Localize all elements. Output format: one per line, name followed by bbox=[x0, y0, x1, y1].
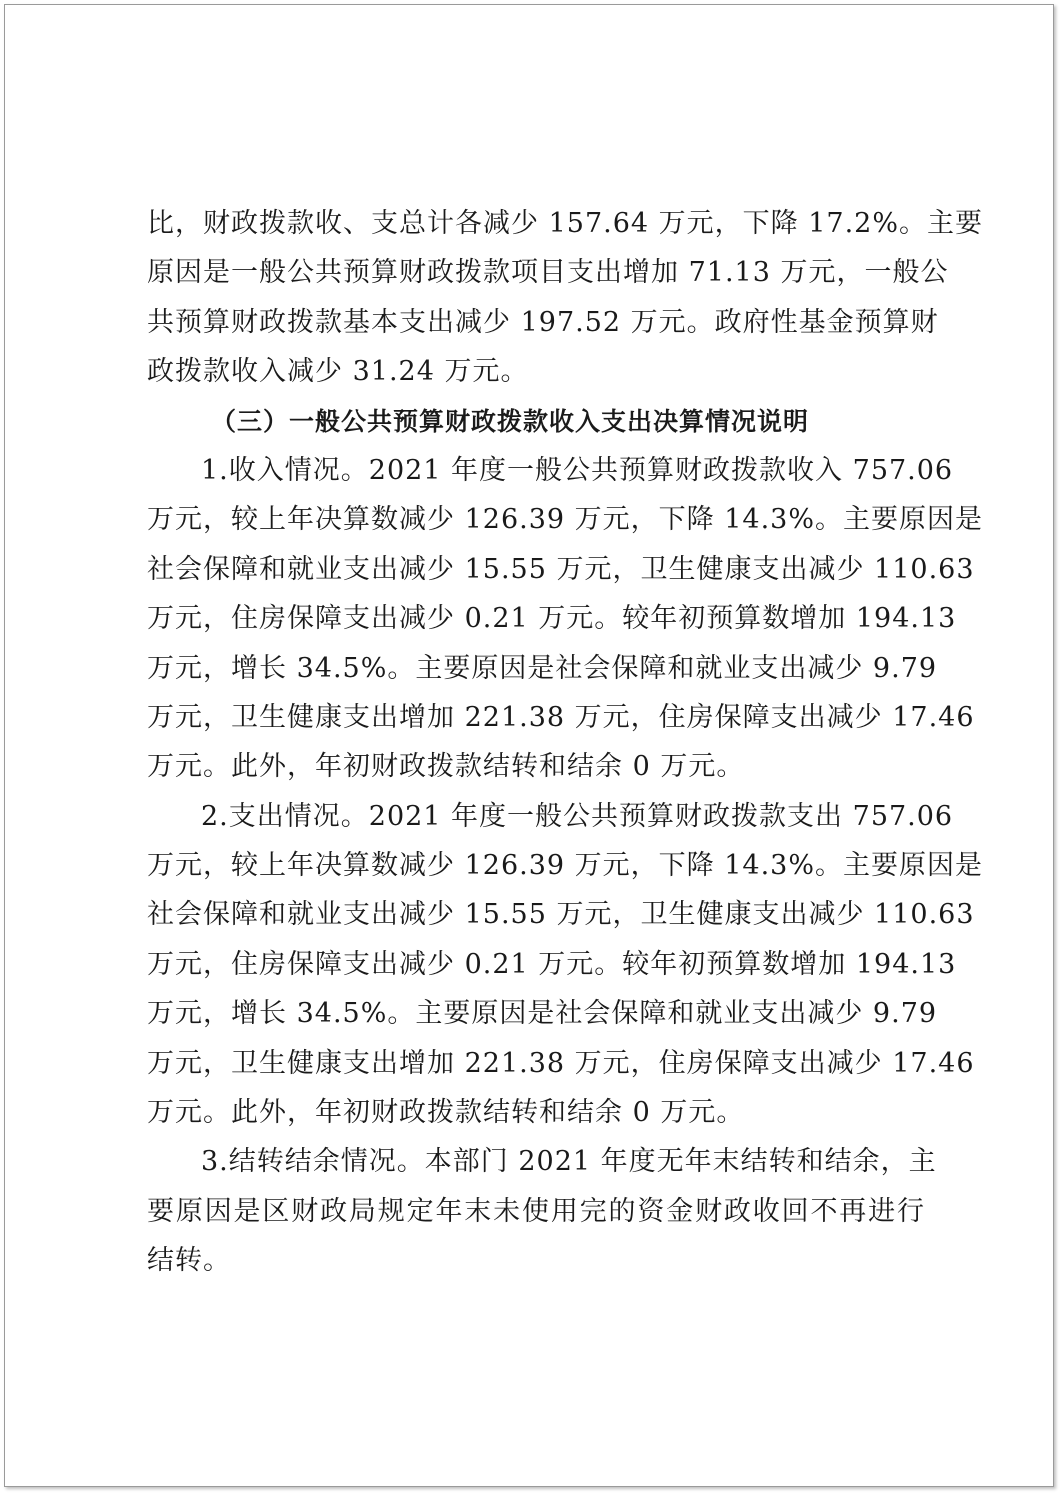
text-line: 1.收入情况。2021 年度一般公共预算财政拨款收入 757.06 bbox=[201, 454, 954, 486]
text-line: 2.支出情况。2021 年度一般公共预算财政拨款支出 757.06 bbox=[201, 800, 954, 832]
text-line: 原因是一般公共预算财政拨款项目支出增加 71.13 万元，一般公 bbox=[147, 257, 949, 289]
intro-paragraph bbox=[147, 199, 983, 397]
text-line: 结转。 bbox=[147, 1245, 231, 1277]
text-line: 共预算财政拨款基本支出减少 197.52 万元。政府性基金预算财 bbox=[147, 306, 939, 338]
document-body bbox=[147, 199, 983, 1286]
text-line: 社会保障和就业支出减少 15.55 万元，卫生健康支出减少 110.63 bbox=[147, 899, 975, 931]
text-line: 比，财政拨款收、支总计各减少 157.64 万元，下降 17.2%。主要 bbox=[147, 208, 983, 239]
income-paragraph bbox=[147, 446, 983, 792]
text-line: 万元，增长 34.5%。主要原因是社会保障和就业支出减少 9.79 bbox=[147, 998, 938, 1030]
text-line: 万元，卫生健康支出增加 221.38 万元，住房保障支出减少 17.46 bbox=[147, 1047, 975, 1079]
text-line: 社会保障和就业支出减少 15.55 万元，卫生健康支出减少 110.63 bbox=[147, 553, 975, 585]
text-line: 万元，住房保障支出减少 0.21 万元。较年初预算数增加 194.13 bbox=[147, 948, 957, 980]
text-line: 万元，增长 34.5%。主要原因是社会保障和就业支出减少 9.79 bbox=[147, 652, 938, 684]
text-line: 政拨款收入减少 31.24 万元。 bbox=[147, 356, 529, 388]
section-heading: （三）一般公共预算财政拨款收入支出决算情况说明 bbox=[211, 406, 810, 436]
text-line: 要原因是区财政局规定年末未使用完的资金财政收回不再进行 bbox=[147, 1195, 925, 1227]
text-line: 万元，住房保障支出减少 0.21 万元。较年初预算数增加 194.13 bbox=[147, 603, 957, 635]
text-line: 万元，卫生健康支出增加 221.38 万元，住房保障支出减少 17.46 bbox=[147, 701, 975, 733]
expenditure-paragraph bbox=[147, 792, 983, 1138]
document-page bbox=[4, 4, 1054, 1487]
text-line: 万元。此外，年初财政拨款结转和结余 0 万元。 bbox=[147, 1097, 745, 1129]
text-line: 万元，较上年决算数减少 126.39 万元，下降 14.3%。主要原因是 bbox=[147, 850, 983, 882]
text-line: 万元。此外，年初财政拨款结转和结余 0 万元。 bbox=[147, 751, 745, 783]
carryover-paragraph bbox=[147, 1137, 937, 1285]
text-line: 3.结转结余情况。本部门 2021 年度无年末结转和结余，主 bbox=[201, 1146, 937, 1178]
text-line: 万元，较上年决算数减少 126.39 万元，下降 14.3%。主要原因是 bbox=[147, 504, 983, 536]
